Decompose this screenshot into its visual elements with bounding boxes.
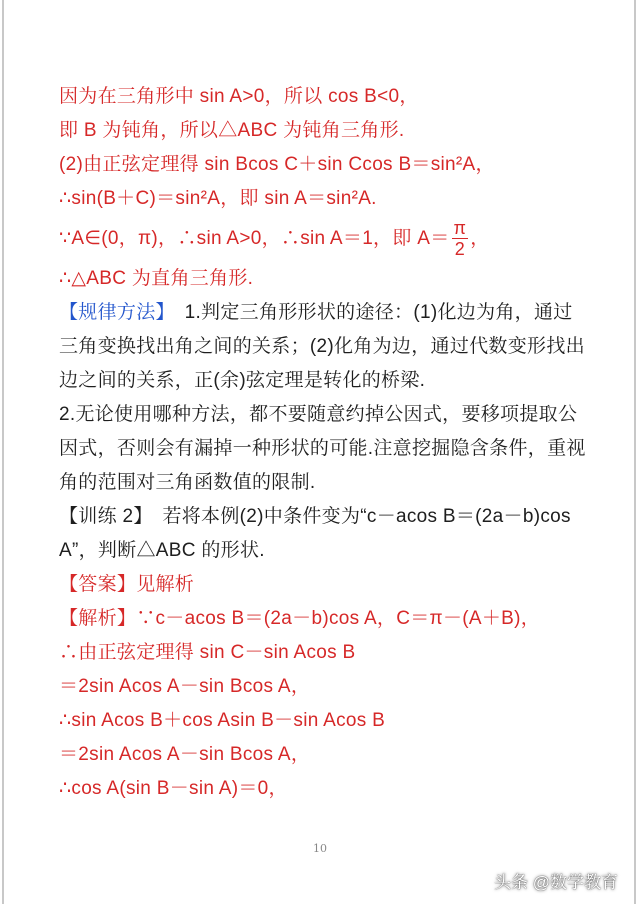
- text-line: 因为在三角形中 sin A>0，所以 cos B<0，: [59, 86, 419, 107]
- text-line: A”，判断△ABC 的形状.: [59, 540, 265, 561]
- text-line: 即 B 为钝角，所以△ABC 为钝角三角形.: [59, 120, 405, 141]
- text-line: [59, 296, 607, 330]
- text-line-with-fraction: [59, 216, 607, 262]
- text-line: ∴cos A(sin B－sin A)＝0，: [59, 778, 288, 799]
- text-line: (2)由正弦定理得 sin Bcos C＋sin Ccos B＝sin²A，: [59, 154, 495, 175]
- text-line: 2.无论使用哪种方法，都不要随意约掉公因式，要移项提取公: [59, 404, 578, 425]
- text-line: 三角变换找出角之间的关系；(2)化角为边，通过代数变形找出: [59, 336, 585, 357]
- text-line: 【训练 2】 若将本例(2)中条件变为“c－acos B＝(2a－b)cos: [59, 506, 571, 527]
- text-line: ∴由正弦定理得 sin C－sin Acos B: [59, 642, 356, 663]
- text-line: 【答案】见解析: [59, 574, 195, 595]
- page-number: 10: [313, 842, 327, 855]
- text-line: 因式，否则会有漏掉一种形状的可能.注意挖掘隐含条件，重视: [59, 438, 586, 459]
- text-line: 边之间的关系，正(余)弦定理是转化的桥梁.: [59, 370, 426, 391]
- section-tag: 【规律方法】: [59, 302, 166, 323]
- text-line: ∴sin(B＋C)＝sin²A，即 sin A＝sin²A.: [59, 188, 377, 209]
- watermark: 头条 @数学教育: [494, 873, 618, 892]
- fraction: [452, 219, 469, 258]
- text-line: ＝2sin Acos A－sin Bcos A，: [59, 744, 311, 765]
- text-line: 【解析】∵c－acos B＝(2a－b)cos A，C＝π－(A＋B)，: [59, 608, 541, 629]
- text-line: 角的范围对三角函数值的限制.: [59, 472, 316, 493]
- text-line: ∴△ABC 为直角三角形.: [59, 268, 254, 289]
- line-text: 1.判定三角形形状的途径：(1)化边为角，通过: [165, 302, 573, 323]
- text-line: ＝2sin Acos A－sin Bcos A，: [59, 676, 311, 697]
- line-text-before: ∵A∈(0，π)，∴sin A>0，∴sin A＝1，即 A＝: [59, 228, 450, 249]
- document-body: [59, 80, 607, 806]
- line-text-after: ，: [470, 228, 490, 249]
- fraction-numerator: π: [453, 218, 467, 239]
- text-line: ∴sin Acos B＋cos Asin B－sin Acos B: [59, 710, 386, 731]
- fraction-denominator: 2: [454, 239, 466, 260]
